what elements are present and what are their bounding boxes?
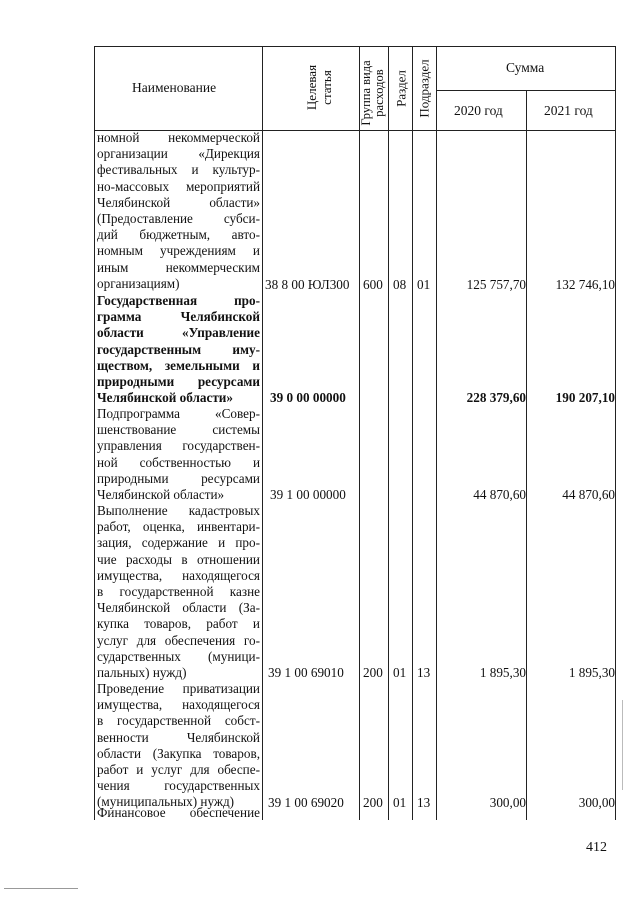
row-5-sum-2021: 300,00 xyxy=(578,795,615,810)
row-4-sum-2021: 1 895,30 xyxy=(568,665,615,680)
header-target-article xyxy=(304,39,334,136)
table-top-border xyxy=(94,46,616,47)
row-4-section: 01 xyxy=(393,665,407,680)
row-5-name-line: имущества, находящегося xyxy=(97,697,260,713)
row-1-sum-2020: 125 757,70 xyxy=(466,277,526,292)
row-1-group: 600 xyxy=(363,277,383,292)
row-3-name-line: ной собственностью и xyxy=(97,454,260,470)
row-5-sum-2020: 300,00 xyxy=(489,795,526,810)
row-5-name-line: работ и услуг для обеспе- xyxy=(97,761,260,777)
header-expense-group-line1: Группа вида xyxy=(359,60,373,126)
row-1-name-line: но-массовых мероприятий xyxy=(97,178,260,194)
row-4-name xyxy=(97,503,260,681)
row-1-name-line: организации «Дирекция xyxy=(97,146,260,162)
header-sum: Сумма xyxy=(506,60,545,75)
row-4-name-line: купка товаров, работ и xyxy=(97,616,260,632)
row-2-name-line: государственным иму- xyxy=(97,341,260,357)
row-1-code: 38 8 00 ЮЛ300 xyxy=(265,277,350,292)
row-1-name-line: Челябинской области» xyxy=(97,194,260,210)
row-1-name-line: номным учреждениям и xyxy=(97,243,260,259)
header-section: Раздел xyxy=(393,70,409,107)
col-divider-section xyxy=(412,46,413,820)
header-subsection: Подраздел xyxy=(416,59,432,118)
row-2-sum-2020: 228 379,60 xyxy=(466,390,526,405)
row-1-sum-2021: 132 746,10 xyxy=(555,277,615,292)
row-1-name-line: дий бюджетным, авто- xyxy=(97,227,260,243)
row-3-name-line: шенствование системы xyxy=(97,422,260,438)
row-5-section: 01 xyxy=(393,795,407,810)
col-divider-years xyxy=(526,90,527,820)
header-name: Наименование xyxy=(132,80,217,95)
col-divider-group xyxy=(388,46,389,820)
footer-rule xyxy=(4,888,78,889)
row-4-name-line: зация, содержание и про- xyxy=(97,535,260,551)
row-4-name-line: сударственных (муници- xyxy=(97,648,260,664)
side-scan-mark xyxy=(622,700,623,790)
row-3-code: 39 1 00 00000 xyxy=(270,487,346,502)
row-5-name-line: в государственной собст- xyxy=(97,713,260,729)
row-4-name-line: Челябинской области (За- xyxy=(97,600,260,616)
col-divider-code xyxy=(359,46,360,820)
row-4-name-line: в государственной казне xyxy=(97,583,260,599)
row-5-group: 200 xyxy=(363,795,383,810)
row-3-name-line: Челябинской области» xyxy=(97,486,225,502)
row-1-section: 08 xyxy=(393,277,407,292)
row-3-sum-2021: 44 870,60 xyxy=(562,487,615,502)
row-3-name-line: природными ресурсами xyxy=(97,470,260,486)
row-5-subsection: 13 xyxy=(417,795,431,810)
row-2-name-line: Челябинской области» xyxy=(97,390,233,406)
row-4-name-line: имущества, находящегося xyxy=(97,567,260,583)
row-5-name-line: чения государственных xyxy=(97,778,260,794)
row-5-name-line: Проведение приватизации xyxy=(97,681,260,696)
row-3-name xyxy=(97,406,260,503)
row-3-sum-2020: 44 870,60 xyxy=(473,487,526,502)
row-4-group: 200 xyxy=(363,665,383,680)
row-4-subsection: 13 xyxy=(417,665,431,680)
row-5-name xyxy=(97,681,260,811)
table-right-border xyxy=(615,46,616,820)
col-divider-subsection xyxy=(436,46,437,820)
row-6-name-line: Финансовое обеспечение xyxy=(97,805,260,820)
row-3-name-line: Подпрограмма «Совер- xyxy=(97,406,260,421)
row-2-name-line: ществом, земельными и xyxy=(97,357,260,373)
row-1-name xyxy=(97,130,260,292)
row-6-name xyxy=(97,805,260,821)
row-2-sum-2021: 190 207,10 xyxy=(555,390,615,405)
row-5-name-line: области (Закупка товаров, xyxy=(97,745,260,761)
row-2-name xyxy=(97,293,260,406)
row-1-name-line: (Предоставление субси- xyxy=(97,210,260,226)
header-target-line1: Целевая xyxy=(304,64,319,111)
row-5-name-line: (муниципальных) нужд) xyxy=(97,794,235,810)
row-4-name-line: чие расходы в отношении xyxy=(97,551,260,567)
row-1-name-line: фестивальных и культур- xyxy=(97,162,260,178)
row-1-name-line: иным некоммерческим xyxy=(97,259,260,275)
header-target-line2: статья xyxy=(319,70,334,105)
row-5-code: 39 1 00 69020 xyxy=(268,795,344,810)
header-expense-group xyxy=(360,50,386,136)
row-3-name-line: управления государствен- xyxy=(97,438,260,454)
row-2-name-line: грамма Челябинской xyxy=(97,309,260,325)
row-4-name-line: услуг для обеспечения го- xyxy=(97,632,260,648)
header-expense-group-line2: расходов xyxy=(372,69,386,117)
row-4-name-line: пальных) нужд) xyxy=(97,664,187,680)
table-left-border xyxy=(94,46,95,820)
row-4-code: 39 1 00 69010 xyxy=(268,665,344,680)
row-5-name-line: венности Челябинской xyxy=(97,729,260,745)
row-2-name-line: Государственная про- xyxy=(97,293,260,308)
col-divider-name xyxy=(262,46,263,820)
row-1-subsection: 01 xyxy=(417,277,431,292)
row-2-code: 39 0 00 00000 xyxy=(270,390,346,405)
header-year-2020: 2020 год xyxy=(454,103,503,118)
row-4-name-line: работ, оценка, инвентари- xyxy=(97,519,260,535)
page-number: 412 xyxy=(586,840,607,855)
row-4-name-line: Выполнение кадастровых xyxy=(97,503,260,518)
header-year-2021: 2021 год xyxy=(544,103,593,118)
row-2-name-line: области «Управление xyxy=(97,325,260,341)
row-1-name-line: номной некоммерческой xyxy=(97,130,260,145)
row-1-name-line: организациям) xyxy=(97,275,180,291)
row-2-name-line: природными ресурсами xyxy=(97,373,260,389)
row-4-sum-2020: 1 895,30 xyxy=(479,665,526,680)
